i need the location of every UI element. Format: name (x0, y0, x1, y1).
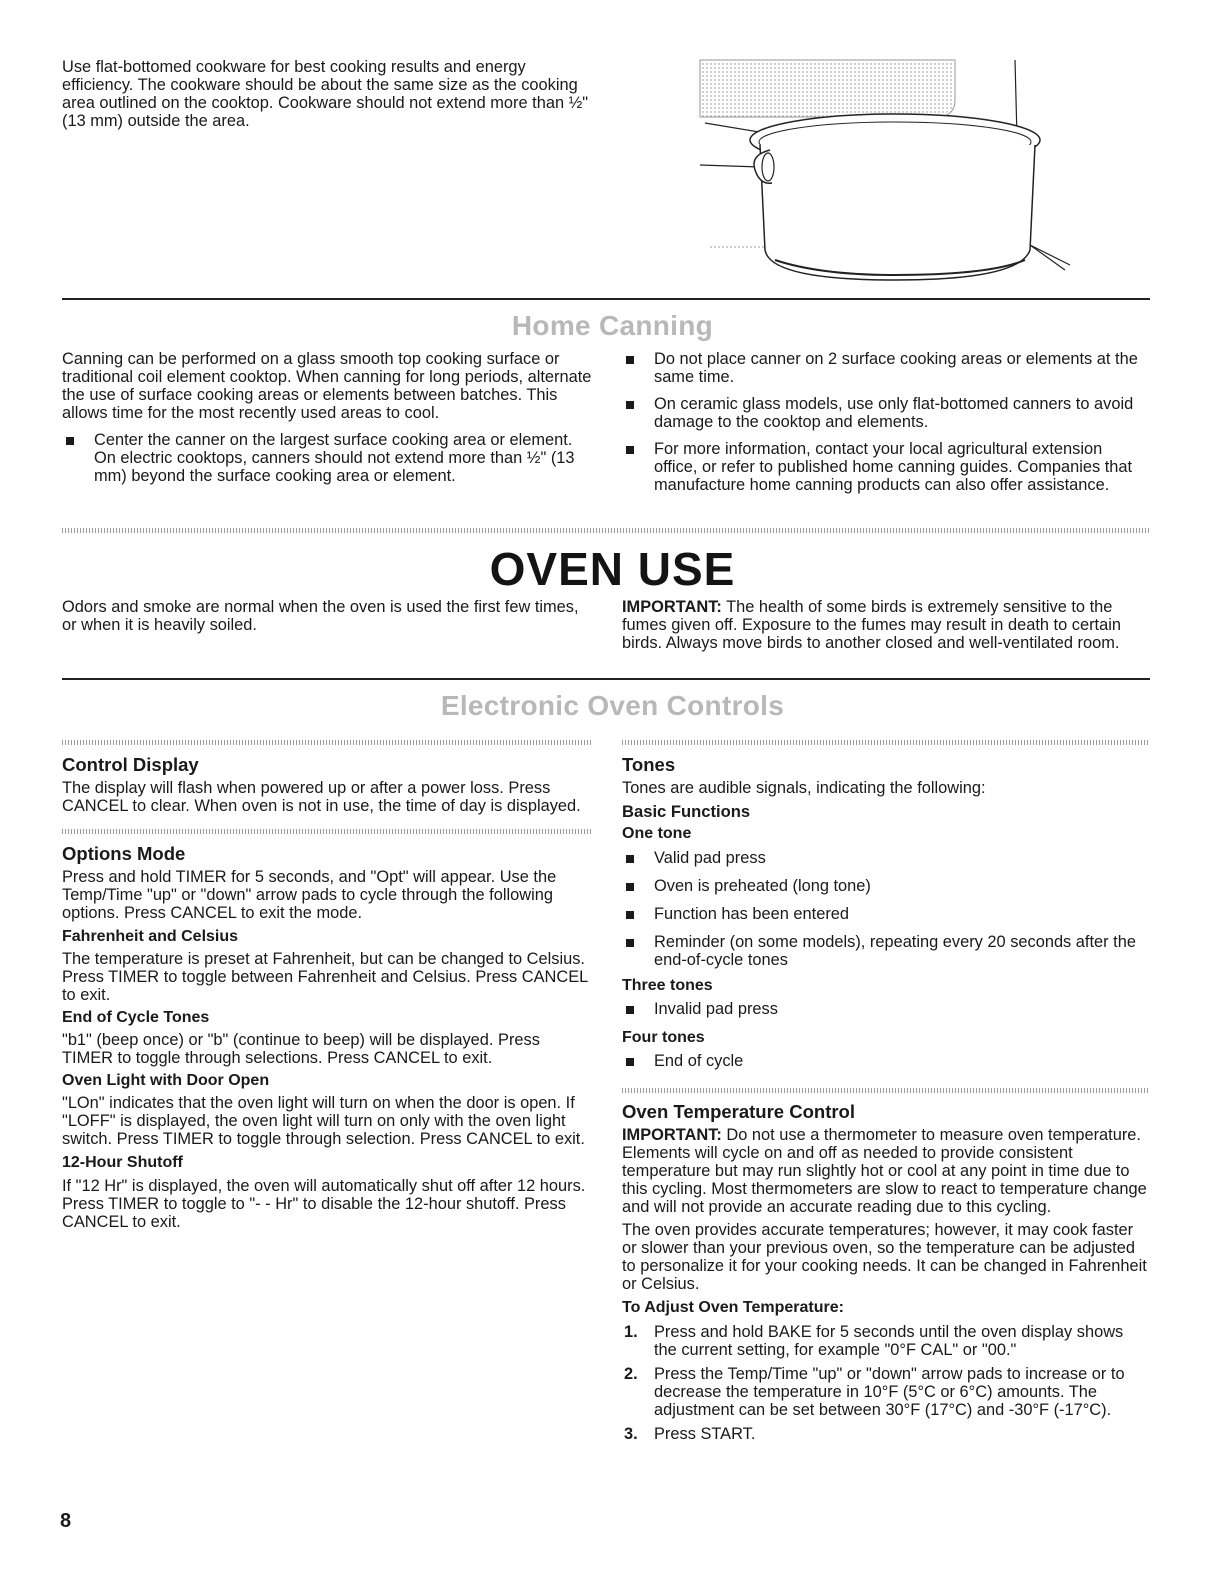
step-text: Press START. (654, 1425, 756, 1443)
list-item: Valid pad press (622, 849, 1150, 867)
important-text: The health of some birds is extremely sensitive to the fumes given off. Exposure to the fumes may result in death to certain birds. Always move birds to another closed and well-ventilated room. (622, 598, 1121, 652)
control-display-heading: Control Display (62, 754, 199, 775)
12-hour-shutoff-heading: 12-Hour Shutoff (62, 1154, 183, 1171)
list-item: For more information, contact your local agricultural extension office, or refer to published home canning guides. Companies that manufacture home canning products can also offer assistance. (622, 440, 1150, 494)
temp-control-important (622, 1126, 1150, 1216)
list-item: Center the canner on the largest surface cooking area or element. On electric cooktops, canners should not extend more than ½" (13 mm) beyond the surface cooking area or element. (62, 431, 592, 485)
basic-functions-heading: Basic Functions (622, 802, 751, 821)
home-canning-left-column (62, 350, 592, 485)
fahrenheit-celsius-heading: Fahrenheit and Celsius (62, 928, 239, 945)
oven-light-text: "LOn" indicates that the oven light will turn on when the door is open. If "LOFF" is displayed, the oven light will turn on only with the oven light switch. Press TIMER to toggle through selection. Press CANCEL to exit. (62, 1094, 585, 1148)
divider (62, 678, 1150, 680)
one-tone-list (622, 849, 1150, 969)
important-label: IMPORTANT: (622, 1126, 722, 1144)
list-item: Function has been entered (622, 905, 1150, 923)
list-item (622, 1365, 1150, 1419)
controls-right-column (622, 740, 1150, 1443)
temp-control-text: The oven provides accurate temperatures; however, it may cook faster or slower than your previous oven, so the temperature can be adjusted to personalize it for your cooking needs. It can be changed in Fahrenheit or Celsius. (622, 1221, 1147, 1293)
home-canning-left-bullets (62, 431, 592, 485)
divider (62, 298, 1150, 300)
hatched-divider (62, 740, 592, 745)
end-of-cycle-tones-heading: End of Cycle Tones (62, 1009, 210, 1026)
step-number: 2. (624, 1365, 638, 1383)
electronic-oven-controls-title: Electronic Oven Controls (440, 690, 785, 721)
hatched-divider (622, 1088, 1150, 1093)
control-display-text: The display will flash when powered up or after a power loss. Press CANCEL to clear. When oven is not in use, the time of day is displayed. (62, 779, 581, 815)
hatched-divider (622, 740, 1150, 745)
step-number: 3. (624, 1425, 638, 1443)
oven-use-important (622, 598, 1150, 652)
end-of-cycle-tones-text: "b1" (beep once) or "b" (continue to beep) will be displayed. Press TIMER to toggle through selections. Press CANCEL to exit. (62, 1031, 540, 1067)
one-tone-heading: One tone (622, 825, 692, 842)
list-item: Oven is preheated (long tone) (622, 877, 1150, 895)
three-tones-list (622, 1000, 1150, 1018)
options-mode-heading: Options Mode (62, 843, 186, 864)
oven-use-intro: Odors and smoke are normal when the oven is used the first few times, or when it is heavily soiled. (62, 598, 579, 634)
page-number: 8 (60, 1510, 72, 1532)
important-label: IMPORTANT: (622, 598, 722, 616)
controls-left-column (62, 740, 592, 1231)
hatched-divider (62, 528, 1150, 533)
list-item: On ceramic glass models, use only flat-bottomed canners to avoid damage to the cooktop and elements. (622, 395, 1150, 431)
fahrenheit-celsius-text: The temperature is preset at Fahrenheit, but can be changed to Celsius. Press TIMER to toggle between Fahrenheit and Celsius. Press CANCEL to exit. (62, 950, 588, 1004)
tones-text: Tones are audible signals, indicating the following: (622, 779, 986, 797)
home-canning-right-column (622, 350, 1150, 494)
three-tones-heading: Three tones (622, 977, 713, 994)
list-item: End of cycle (622, 1052, 1150, 1070)
step-text: Press and hold BAKE for 5 seconds until the oven display shows the current setting, for example "0°F CAL" or "00." (654, 1323, 1124, 1359)
home-canning-title: Home Canning (511, 310, 714, 341)
options-mode-text: Press and hold TIMER for 5 seconds, and "Opt" will appear. Use the Temp/Time "up" or "down" arrow pads to cycle through the following options. Press CANCEL to exit the mode. (62, 868, 557, 922)
step-number: 1. (624, 1323, 638, 1341)
canner-on-cooktop-illustration (690, 55, 1090, 285)
four-tones-heading: Four tones (622, 1029, 705, 1046)
important-text: Do not use a thermometer to measure oven temperature. Elements will cycle on and off as needed to provide consistent temperature but may run slightly hot or cool at any point in time due to this cycling. Most thermometers are slow to react to temperature change and will not provide an accurate reading due to this cycling. (622, 1126, 1147, 1216)
oven-light-heading: Oven Light with Door Open (62, 1072, 270, 1089)
four-tones-list (622, 1052, 1150, 1070)
step-text: Press the Temp/Time "up" or "down" arrow pads to increase or to decrease the temperature in 10°F (5°C or 6°C) amounts. The adjustment can be set between 30°F (17°C) and -30°F (-17°C). (654, 1365, 1125, 1419)
tones-heading: Tones (622, 754, 676, 775)
adjust-oven-temperature-heading: To Adjust Oven Temperature: (622, 1299, 844, 1316)
list-item: Reminder (on some models), repeating every 20 seconds after the end-of-cycle tones (622, 933, 1150, 969)
list-item (622, 1323, 1150, 1359)
list-item: Invalid pad press (622, 1000, 1150, 1018)
hatched-divider (62, 829, 592, 834)
adjust-steps-list (622, 1323, 1150, 1443)
home-canning-paragraph: Canning can be performed on a glass smooth top cooking surface or traditional coil element cooktop. When canning for long periods, alternate the use of surface cooking areas or elements between batches. This allows time for the most recently used areas to cool. (62, 350, 592, 422)
list-item (622, 1425, 1150, 1443)
home-canning-right-bullets (622, 350, 1150, 494)
intro-text: Use flat-bottomed cookware for best cooking results and energy efficiency. The cookware should be about the same size as the cooking area outlined on the cooktop. Cookware should not extend more than ½" (13 mm) outside the area. (62, 58, 589, 130)
oven-temperature-control-heading: Oven Temperature Control (622, 1101, 856, 1122)
list-item: Do not place canner on 2 surface cooking areas or elements at the same time. (622, 350, 1150, 386)
12-hour-shutoff-text: If "12 Hr" is displayed, the oven will automatically shut off after 12 hours. Press TIMER to toggle to "- - Hr" to disable the 12-hour shutoff. Press CANCEL to exit. (62, 1177, 586, 1231)
oven-use-title: OVEN USE (489, 543, 736, 595)
